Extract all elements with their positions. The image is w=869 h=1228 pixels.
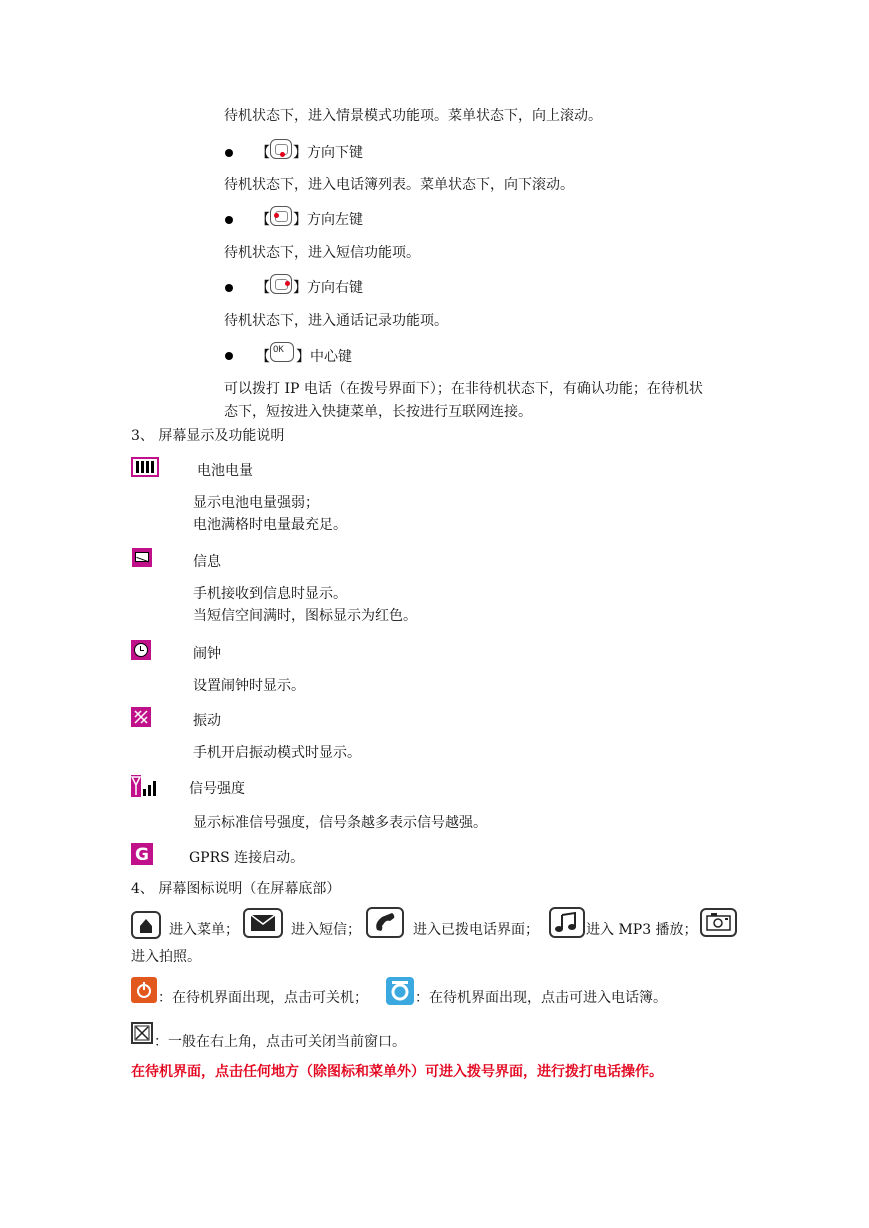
power-text: ：在待机界面出现，点击可关机； [158, 990, 368, 1006]
section4-heading: 4、 屏幕图标说明（在屏幕底部） [131, 881, 341, 897]
message-desc-line2: 当短信空间满时，图标显示为红色。 [193, 608, 417, 624]
message-title: 信息 [193, 554, 221, 570]
mp3-text: 进入 MP3 播放； [586, 922, 698, 938]
phone-handset-icon [366, 907, 404, 938]
call-text: 进入已拨电话界面； [413, 922, 539, 938]
music-note-icon [549, 907, 585, 938]
signal-title: 信号强度 [189, 781, 245, 797]
down-key-icon [270, 139, 292, 159]
battery-title: 电池电量 [197, 463, 253, 479]
left-key-description: 待机状态下，进入短信功能项。 [224, 245, 420, 261]
home-menu-icon [131, 911, 161, 939]
vibrate-title: 振动 [193, 713, 221, 729]
ok-key-icon [270, 342, 294, 362]
right-key-icon [270, 274, 292, 294]
up-key-description: 待机状态下，进入情景模式功能项。菜单状态下，向上滚动。 [224, 108, 602, 124]
center-key-bracket: 【 [256, 349, 270, 365]
down-key-bracket: 【 [256, 145, 270, 161]
center-key-title: 】中心键 [296, 349, 352, 365]
bullet [225, 352, 233, 360]
section3-heading: 3、 屏幕显示及功能说明 [131, 428, 285, 444]
menu-text: 进入菜单； [169, 922, 239, 938]
left-key-title: 】方向左键 [293, 212, 363, 228]
close-text: ：一般在右上角，点击可关闭当前窗口。 [154, 1034, 406, 1050]
standby-note: 在待机界面，点击任何地方（除图标和菜单外）可进入拨号界面，进行拨打电话操作。 [131, 1064, 663, 1080]
gprs-icon [131, 843, 153, 865]
right-key-bracket: 【 [256, 280, 270, 296]
signal-desc: 显示标准信号强度，信号条越多表示信号越强。 [193, 815, 487, 831]
battery-icon [131, 457, 159, 477]
contacts-text: ：在待机界面出现，点击可进入电话簿。 [415, 990, 667, 1006]
alarm-title: 闹钟 [193, 646, 221, 662]
sms-envelope-icon [243, 908, 283, 938]
vibrate-icon [131, 707, 151, 727]
right-key-description: 待机状态下，进入通话记录功能项。 [224, 313, 448, 329]
down-key-title: 】方向下键 [293, 145, 363, 161]
ok-key-text: OK [273, 345, 284, 355]
close-icon [131, 1022, 153, 1044]
signal-strength-icon [131, 775, 159, 797]
power-icon [131, 977, 157, 1003]
camera-text: 进入拍照。 [131, 949, 201, 965]
left-key-bracket: 【 [256, 212, 270, 228]
battery-desc-line2: 电池满格时电量最充足。 [193, 517, 347, 533]
envelope-icon [132, 548, 152, 567]
bullet [225, 149, 233, 157]
center-key-desc-line1: 可以拨打 IP 电话（在拨号界面下）；在非待机状态下，有确认功能；在待机状 [224, 381, 703, 397]
gprs-icon-letter: G [135, 845, 149, 865]
right-key-title: 】方向右键 [293, 280, 363, 296]
bullet [225, 284, 233, 292]
alarm-desc: 设置闹钟时显示。 [193, 678, 305, 694]
vibrate-desc: 手机开启振动模式时显示。 [193, 745, 361, 761]
gprs-title: GPRS 连接启动。 [189, 850, 305, 866]
message-desc-line1: 手机接收到信息时显示。 [193, 586, 347, 602]
center-key-desc-line2: 态下，短按进入快捷菜单，长按进行互联网连接。 [224, 404, 532, 420]
camera-icon [700, 908, 737, 937]
contacts-icon [386, 977, 414, 1005]
sms-text: 进入短信； [291, 922, 361, 938]
alarm-clock-icon [131, 640, 151, 660]
down-key-description: 待机状态下，进入电话簿列表。菜单状态下，向下滚动。 [224, 177, 574, 193]
battery-desc-line1: 显示电池电量强弱； [193, 495, 319, 511]
bullet [225, 216, 233, 224]
left-key-icon [270, 206, 292, 226]
